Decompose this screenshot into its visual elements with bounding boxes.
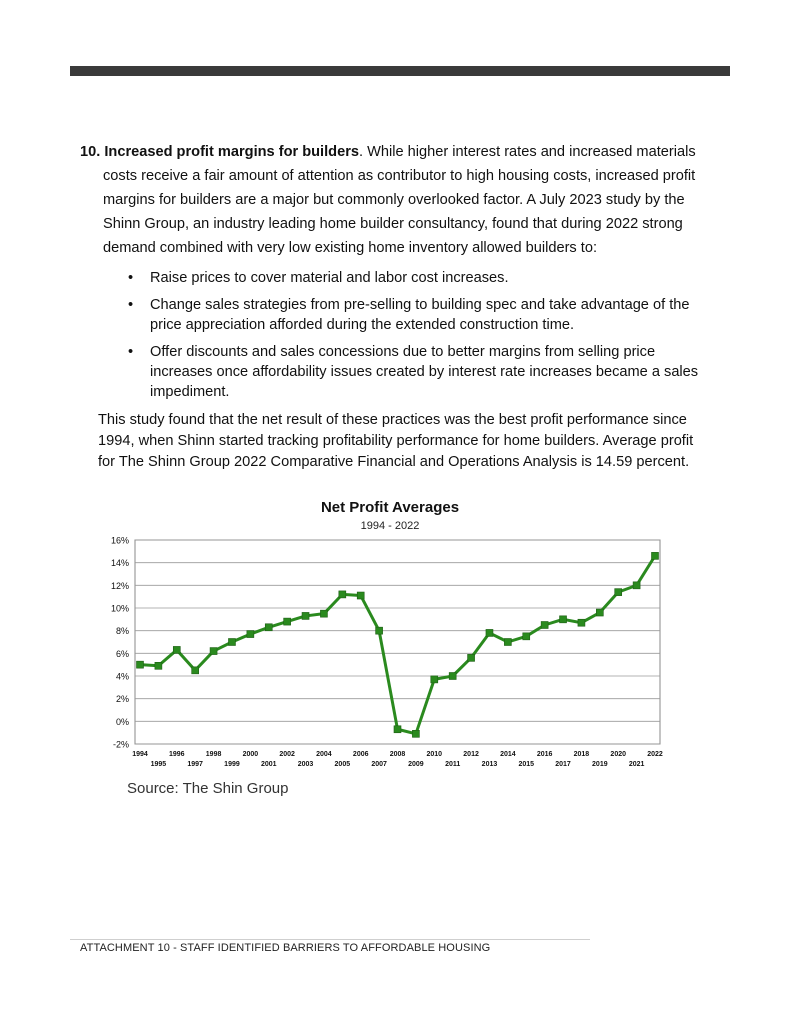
x-tick-label: 1999 — [224, 761, 240, 768]
x-tick-label: 2014 — [500, 751, 516, 758]
x-tick-label: 2004 — [316, 751, 332, 758]
x-tick-label: 2002 — [279, 751, 295, 758]
data-point — [412, 730, 419, 737]
data-point — [357, 592, 364, 599]
data-point — [210, 648, 217, 655]
y-tick-label: 8% — [115, 626, 129, 637]
data-point — [192, 667, 199, 674]
x-tick-label: 2022 — [647, 751, 663, 758]
x-tick-label: 2015 — [518, 761, 535, 768]
item-text: . While higher interest rates and increased materials costs receive a fair amount of attention as contributor to high housing costs, increased profit margins for builders are a major but commonly overlooked factor. A July 2023 study by the Shinn Group, an industry leading home builder consultancy, found that during 2022 strong demand combined with very low existing home inventory allowed builders to: — [103, 144, 696, 256]
x-tick-label: 2001 — [260, 761, 277, 768]
chart-title: Net Profit Averages — [320, 499, 460, 516]
bullet-icon: • — [128, 270, 134, 286]
data-point — [541, 622, 548, 629]
data-point — [302, 612, 309, 619]
chart-source: Source: The Shin Group — [127, 780, 289, 797]
y-tick-label: 16% — [110, 535, 129, 546]
data-point — [633, 582, 640, 589]
y-tick-label: 12% — [110, 580, 129, 591]
x-tick-label: 2007 — [371, 761, 387, 768]
bullet-icon: • — [128, 344, 134, 360]
y-tick-label: 4% — [115, 671, 129, 682]
x-tick-label: 1996 — [168, 751, 185, 758]
x-tick-label: 2009 — [408, 761, 424, 768]
x-tick-label: 2000 — [242, 751, 259, 758]
list-item: • Raise prices to cover material and labor cost increases. — [128, 270, 509, 286]
data-point — [320, 610, 327, 617]
chart-svg — [100, 492, 670, 772]
data-point — [652, 552, 659, 559]
x-tick-label: 2018 — [573, 751, 590, 758]
series-line — [140, 556, 655, 734]
data-point — [596, 609, 603, 616]
list-item: • Offer discounts and sales concessions due to better margins from selling price increases once affordability issues created by interest rate increases became a sales impediment. — [128, 344, 699, 400]
x-tick-label: 1997 — [187, 761, 203, 768]
item-10-section — [80, 140, 700, 473]
data-point — [486, 629, 493, 636]
plot-frame — [135, 540, 660, 744]
x-tick-label: 1998 — [205, 751, 222, 758]
x-tick-label: 2016 — [536, 751, 553, 758]
data-point — [284, 618, 291, 625]
data-point — [247, 631, 254, 638]
item-10-paragraph — [80, 140, 700, 260]
data-point — [265, 624, 272, 631]
footer-rule — [70, 939, 590, 940]
data-point — [137, 661, 144, 668]
data-point — [560, 616, 567, 623]
y-tick-label: 10% — [110, 603, 129, 614]
data-point — [376, 627, 383, 634]
data-point — [504, 639, 511, 646]
data-point — [155, 662, 162, 669]
x-tick-label: 2010 — [426, 751, 443, 758]
data-point — [523, 633, 530, 640]
data-point — [431, 676, 438, 683]
data-point — [615, 589, 622, 596]
header-rule — [70, 66, 730, 76]
item-number: 10. — [80, 144, 101, 160]
x-tick-label: 2012 — [463, 751, 479, 758]
data-point — [394, 726, 401, 733]
net-profit-chart — [100, 492, 670, 772]
x-tick-label: 1994 — [132, 751, 148, 758]
bullet-icon: • — [128, 297, 134, 313]
bullet-list — [80, 268, 700, 402]
data-point — [339, 591, 346, 598]
data-point — [449, 673, 456, 680]
x-tick-label: 2020 — [610, 751, 627, 758]
x-tick-label: 2005 — [334, 761, 351, 768]
item-heading: Increased profit margins for builders — [104, 144, 359, 160]
list-item: • Change sales strategies from pre-selling to building spec and take advantage of the price appreciation afforded during the extended construction time. — [128, 297, 690, 333]
chart-subtitle: 1994 - 2022 — [360, 520, 420, 532]
y-tick-label: 2% — [115, 694, 129, 705]
y-tick-label: 14% — [110, 558, 129, 569]
x-tick-label: 2017 — [555, 761, 571, 768]
x-tick-label: 2019 — [592, 761, 608, 768]
data-point — [228, 639, 235, 646]
x-tick-label: 2011 — [445, 761, 461, 768]
y-tick-label: 6% — [115, 648, 129, 659]
x-tick-label: 2013 — [481, 761, 498, 768]
data-point — [468, 654, 475, 661]
y-tick-label: -2% — [112, 739, 129, 750]
data-point — [578, 619, 585, 626]
x-tick-label: 2008 — [389, 751, 406, 758]
summary-paragraph: This study found that the net result of these practices was the best profit performance since 1994, when Shinn started tracking profitability performance for home builders. Average profit for The Shinn Group 2022 Comparative Financial and Operations Analysis is 14.59 percent. — [98, 412, 694, 470]
x-tick-label: 2003 — [297, 761, 314, 768]
x-tick-label: 1995 — [150, 761, 167, 768]
x-tick-label: 2006 — [352, 751, 369, 758]
page-footer: ATTACHMENT 10 - STAFF IDENTIFIED BARRIERS TO AFFORDABLE HOUSING — [80, 942, 491, 954]
y-tick-label: 0% — [115, 716, 129, 727]
data-point — [173, 646, 180, 653]
x-tick-label: 2021 — [628, 761, 645, 768]
